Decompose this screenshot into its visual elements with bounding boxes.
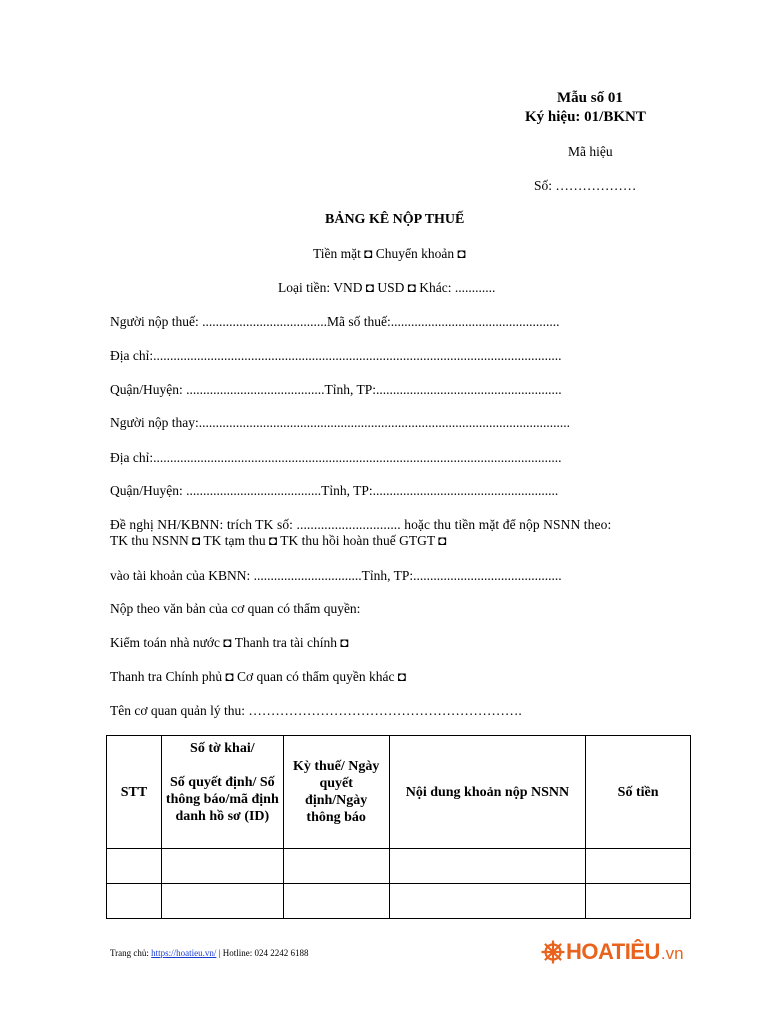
table-header-row bbox=[107, 736, 691, 849]
district-line: Quận/Huyện: .........................................Tỉnh, TP:....................................................... bbox=[110, 382, 562, 397]
table-cell[interactable] bbox=[161, 849, 283, 884]
hoatieu-logo[interactable] bbox=[540, 937, 684, 967]
proxy-district-line: Quận/Huyện: ........................................Tỉnh, TP:....................................................... bbox=[110, 483, 559, 498]
table-cell[interactable] bbox=[161, 884, 283, 919]
payment-method: Tiền mặt ◘ Chuyển khoản ◘ bbox=[313, 246, 466, 261]
table-row bbox=[107, 849, 691, 884]
logo-text: HOATIÊU bbox=[566, 939, 660, 964]
ship-wheel-icon bbox=[540, 939, 566, 965]
table-cell[interactable] bbox=[586, 849, 691, 884]
audit-line: Kiểm toán nhà nước ◘ Thanh tra tài chính ◘ bbox=[110, 635, 349, 650]
document-title: BẢNG KÊ NỘP THUẾ bbox=[325, 212, 465, 227]
footer-home-link[interactable]: https://hoatieu.vn/ bbox=[151, 948, 217, 958]
table-row bbox=[107, 884, 691, 919]
inspection-line: Thanh tra Chính phủ ◘ Cơ quan có thẩm quyền khác ◘ bbox=[110, 669, 407, 684]
header-content: Nội dung khoản nộp NSNN bbox=[389, 736, 586, 849]
proxy-address-line: Địa chỉ:......................................................................................................................... bbox=[110, 450, 562, 465]
tax-office-line: Tên cơ quan quản lý thu: ……………………………………………………. bbox=[110, 703, 522, 718]
logo-suffix: .vn bbox=[660, 944, 684, 963]
header-declaration-no bbox=[161, 736, 283, 849]
header-stt: STT bbox=[107, 736, 162, 849]
header-amount: Số tiền bbox=[586, 736, 691, 849]
table-cell[interactable] bbox=[283, 849, 389, 884]
header-declaration-no-rest: Số quyết định/ Số thông báo/mã định danh hồ sơ (ID) bbox=[165, 775, 279, 824]
footer-text bbox=[110, 948, 308, 958]
address-line: Địa chỉ:......................................................................................................................... bbox=[110, 348, 562, 363]
form-symbol: Ký hiệu: 01/BKNT bbox=[525, 109, 646, 125]
request-line: Đề nghị NH/KBNN: trích TK số: .............................. hoặc thu tiền mặt để nộp NSNN theo: bbox=[110, 517, 612, 532]
table-cell[interactable] bbox=[107, 884, 162, 919]
footer-hotline: | Hotline: 024 2242 6188 bbox=[216, 948, 309, 958]
form-number: Mẫu số 01 bbox=[557, 90, 623, 106]
table-cell[interactable] bbox=[586, 884, 691, 919]
proxy-payer-line: Người nộp thay:.............................................................................................................. bbox=[110, 415, 570, 430]
account-type-line: TK thu NSNN ◘ TK tạm thu ◘ TK thu hồi hoàn thuế GTGT ◘ bbox=[110, 533, 447, 548]
treasury-account-line: vào tài khoản của KBNN: ................................Tỉnh, TP:............................................ bbox=[110, 568, 562, 583]
footer-home-label: Trang chủ: bbox=[110, 948, 152, 958]
header-declaration-no-top: Số tờ khai/ bbox=[190, 741, 255, 756]
number-label: Số: ……………… bbox=[534, 178, 637, 193]
table-cell[interactable] bbox=[283, 884, 389, 919]
code-label: Mã hiệu bbox=[568, 144, 613, 159]
header-tax-period: Kỳ thuế/ Ngày quyết định/Ngày thông báo bbox=[283, 736, 389, 849]
authority-line: Nộp theo văn bản của cơ quan có thẩm quyền: bbox=[110, 601, 361, 616]
taxpayer-line: Người nộp thuế: .....................................Mã số thuế:.................................................. bbox=[110, 314, 560, 329]
currency-line: Loại tiền: VND ◘ USD ◘ Khác: ............ bbox=[278, 280, 496, 295]
table-cell[interactable] bbox=[389, 884, 586, 919]
table-cell[interactable] bbox=[107, 849, 162, 884]
table-cell[interactable] bbox=[389, 849, 586, 884]
tax-table bbox=[106, 735, 691, 919]
